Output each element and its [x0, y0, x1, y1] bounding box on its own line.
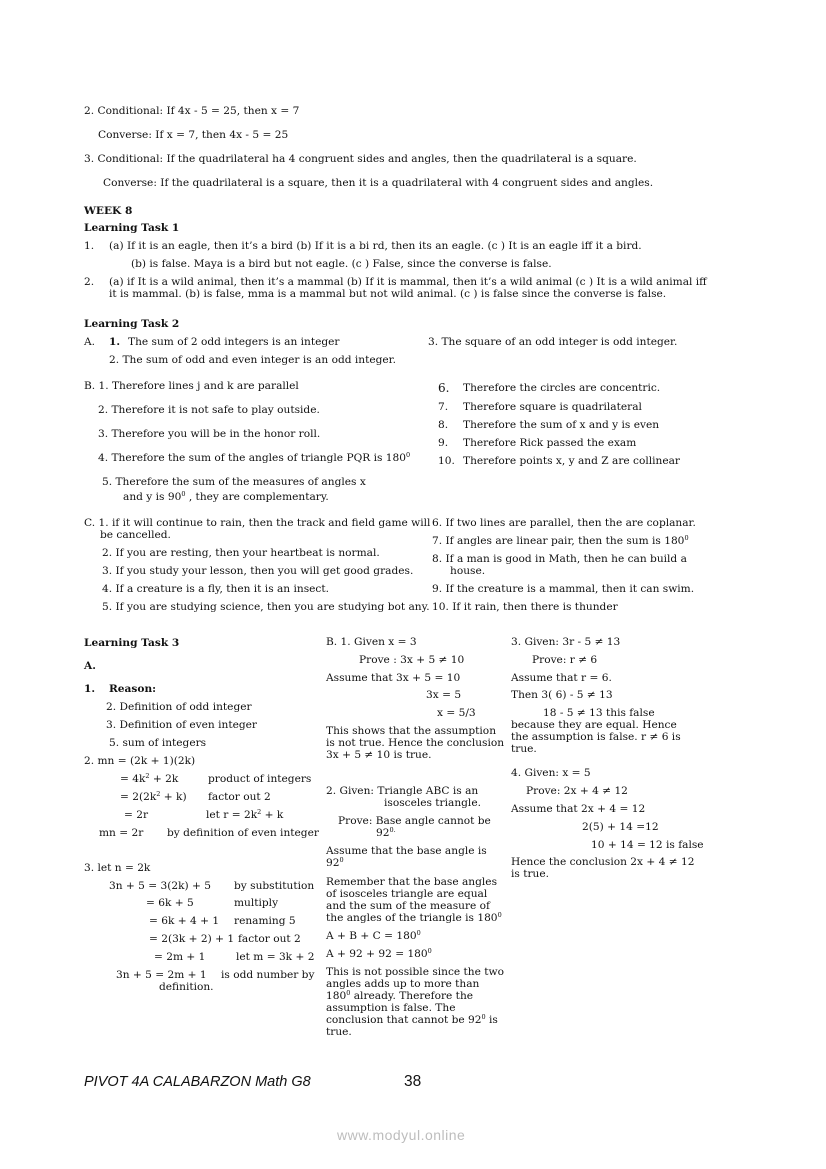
lt3-b-step2: x = 5/3 — [437, 707, 476, 719]
lt2-a2: 2. The sum of odd and even integer is an odd integer. — [109, 354, 396, 366]
lt3-mn-2: = $4k^2 + 2k$ — [120, 772, 179, 785]
lt3-title: Learning Task 3 — [84, 637, 180, 649]
lt3-g-1: 2. Given: Triangle ABC is an — [326, 785, 479, 797]
lt2-b8: Therefore the sum of x and y is even — [463, 419, 660, 431]
lt3-p-3-reason: multiply — [234, 897, 279, 909]
lt3-d-conclusion: 18 - 5 ≠ 13 this false because they are equal. Hence the assumption is false. r ≠ 6 is true. — [511, 707, 681, 755]
lt1-num-2: 2. — [84, 276, 95, 288]
lt3-d-then: Then 3( 6) - 5 ≠ 13 — [511, 689, 613, 701]
lt2-b6: Therefore the circles are concentric. — [463, 382, 661, 394]
converse-2: Converse: If x = 7, then 4x - 5 = 25 — [98, 129, 289, 141]
lt3-p-2: 3n + 5 = 3(2k) + 5 — [109, 880, 212, 892]
lt1-item-1a: (a) If it is an eagle, then it’s a bird (b) If it is a bi rd, then its an eagle. (c ) It is an eagle iff it a bird. — [109, 240, 642, 252]
lt3-p-4-reason: renaming 5 — [234, 915, 296, 927]
lt3-b-prove: Prove : 3x + 5 ≠ 10 — [359, 654, 465, 666]
lt3-p-7-reason-cont: definition. — [159, 981, 214, 993]
lt3-b-given: B. 1. Given x = 3 — [326, 636, 417, 648]
lt2-b9: Therefore Rick passed the exam — [463, 437, 637, 449]
conditional-2: 2. Conditional: If 4x - 5 = 25, then x = 7 — [84, 105, 300, 117]
lt3-a: A. — [84, 660, 96, 672]
footer-title: PIVOT 4A CALABARZON Math G8 — [84, 1074, 311, 1090]
lt3-g-5: Assume that the base angle is $92^0$ — [326, 845, 487, 869]
lt3-e-step2: 10 + 14 = 12 is false — [591, 839, 704, 851]
lt2-c3: 3. If you study your lesson, then you will get good grades. — [102, 565, 414, 577]
lt2-c7: 7. If angles are linear pair, then the sum is $180^0$ — [432, 534, 689, 547]
converse-3: Converse: If the quadrilateral is a square, then it is a quadrilateral with 4 congruent sides and angles. — [103, 177, 654, 189]
lt3-e-assume: Assume that 2x + 4 = 12 — [511, 803, 646, 815]
lt3-g-7: $A + B + C = 180^0$ — [326, 929, 421, 942]
lt2-c6: 6. If two lines are parallel, then the are coplanar. — [432, 517, 696, 529]
lt3-p-6-reason: let m = 3k + 2 — [236, 951, 315, 963]
lt2-b3: 3. Therefore you will be in the honor roll. — [98, 428, 321, 440]
lt3-p-7: 3n + 5 = 2m + 1 — [116, 969, 207, 981]
lt3-mn-4: = 2r — [124, 809, 149, 821]
lt3-p-3: = 6k + 5 — [146, 897, 194, 909]
lt2-b10: Therefore points x, y and Z are collinear — [463, 455, 680, 467]
lt3-mn-1: 2. mn = (2k + 1)(2k) — [84, 755, 196, 767]
lt3-p-6: = 2m + 1 — [154, 951, 206, 963]
lt2-b7: Therefore square is quadrilateral — [463, 401, 642, 413]
lt2-b8-num: 8. — [438, 419, 449, 431]
lt3-mn-4-reason: let $r = 2k^2 + k$ — [206, 808, 284, 821]
lt3-e-step1: 2(5) + 14 =12 — [582, 821, 659, 833]
lt3-reason-5: 5. sum of integers — [109, 737, 207, 749]
lt2-a3: 3. The square of an odd integer is odd integer. — [428, 336, 678, 348]
lt3-g-8: $A + 92 + 92 = 180^0$ — [326, 947, 432, 960]
lt3-reason-num: 1. — [84, 683, 96, 695]
lt2-a1: The sum of 2 odd integers is an integer — [128, 336, 340, 348]
conditional-3: 3. Conditional: If the quadrilateral ha 4 congruent sides and angles, then the quadrilateral is a square. — [84, 153, 637, 165]
lt1-title: Learning Task 1 — [84, 222, 180, 234]
lt2-b10-num: 10. — [438, 455, 455, 467]
lt2-c10: 10. If it rain, then there is thunder — [432, 601, 618, 613]
lt3-e-given: 4. Given: x = 5 — [511, 767, 591, 779]
lt2-b4: 4. Therefore the sum of the angles of triangle PQR is $180^0$ — [98, 451, 411, 464]
lt2-c1: C. 1. if it will continue to rain, then the track and field game will be cancelled. — [84, 517, 431, 541]
lt3-g-6: Remember that the base angles of isosceles triangle are equal and the sum of the measure of the angles of the triangle is $180^0$ — [326, 876, 502, 924]
lt3-g-3: Prove: Base angle cannot be — [338, 815, 491, 827]
lt3-mn-5: mn = 2r — [99, 827, 144, 839]
lt3-d-prove: Prove: r ≠ 6 — [532, 654, 598, 666]
lt2-b1: B. 1. Therefore lines j and k are parallel — [84, 380, 299, 392]
lt2-c5: 5. If you are studying science, then you are studying bot any. — [102, 601, 430, 613]
lt3-g-2: isosceles triangle. — [384, 797, 481, 809]
lt3-p-4: = 6k + 4 + 1 — [149, 915, 220, 927]
lt3-p-2-reason: by substitution — [234, 880, 315, 892]
lt2-b5a: 5. Therefore the sum of the measures of angles x — [102, 476, 366, 488]
watermark: www.modyul.online — [337, 1127, 466, 1143]
lt2-b5b: and y is $90^0$ , they are complementary. — [123, 490, 329, 503]
lt2-c9: 9. If the creature is a mammal, then it can swim. — [432, 583, 695, 595]
lt1-item-2: (a) if It is a wild animal, then it’s a mammal (b) If it is mammal, then it’s a wild animal (c ) It is a wild animal iff it is mammal. (b) is false, mma is a mammal but not wild animal. (c ) is false since the converse is false. — [109, 276, 707, 300]
lt2-a-prefix: A. — [84, 336, 96, 348]
lt3-mn-3: = $2(2k^2 + k)$ — [120, 790, 187, 803]
lt2-title: Learning Task 2 — [84, 318, 180, 330]
lt2-c4: 4. If a creature is a fly, then it is an insect. — [102, 583, 329, 595]
lt3-g-4: $92^{0.}$ — [376, 826, 396, 839]
lt2-b9-num: 9. — [438, 437, 449, 449]
lt3-p-7-reason: is odd number by — [221, 969, 315, 981]
lt1-num-1: 1. — [84, 240, 95, 252]
lt3-mn-2-reason: product of integers — [208, 773, 312, 785]
lt2-c8: 8. If a man is good in Math, then he can build a house. — [432, 553, 687, 577]
lt3-d-given: 3. Given: 3r - 5 ≠ 13 — [511, 636, 621, 648]
page-number: 38 — [404, 1073, 422, 1090]
lt2-b7-num: 7. — [438, 401, 449, 413]
lt3-p-5-reason: factor out 2 — [238, 933, 301, 945]
lt3-b-step1: 3x = 5 — [426, 689, 462, 701]
lt3-d-assume: Assume that r = 6. — [511, 672, 612, 684]
lt2-b2: 2. Therefore it is not safe to play outside. — [98, 404, 320, 416]
lt3-e-conclusion: Hence the conclusion 2x + 4 ≠ 12 is true. — [511, 856, 695, 880]
lt2-b6-num: 6. — [438, 381, 450, 395]
lt3-p-5: = 2(3k + 2) + 1 — [149, 933, 235, 945]
lt3-reason-title: Reason: — [109, 683, 157, 695]
lt3-reason-3: 3. Definition of even integer — [106, 719, 257, 731]
lt3-mn-3-reason: factor out 2 — [208, 791, 271, 803]
lt3-b-assume: Assume that 3x + 5 = 10 — [326, 672, 461, 684]
lt2-a1-num: 1. — [109, 336, 121, 348]
week-heading: WEEK 8 — [84, 205, 133, 217]
lt3-b-conclusion: This shows that the assumption is not true. Hence the conclusion 3x + 5 ≠ 10 is true. — [326, 725, 505, 761]
lt3-mn-5-reason: by definition of even integer — [167, 827, 319, 839]
lt3-e-prove: Prove: 2x + 4 ≠ 12 — [526, 785, 628, 797]
lt3-reason-2: 2. Definition of odd integer — [106, 701, 252, 713]
lt3-g-9: This is not possible since the two angles adds up to more than $180^0$ already. Therefore the assumption is false. The conclusion that cannot be $92^0$ is true. — [326, 966, 504, 1038]
lt1-item-1b: (b) is false. Maya is a bird but not eagle. (c ) False, since the converse is false. — [131, 258, 552, 270]
lt2-c2: 2. If you are resting, then your heartbeat is normal. — [102, 547, 380, 559]
lt3-p-1: 3. let n = 2k — [84, 862, 151, 874]
